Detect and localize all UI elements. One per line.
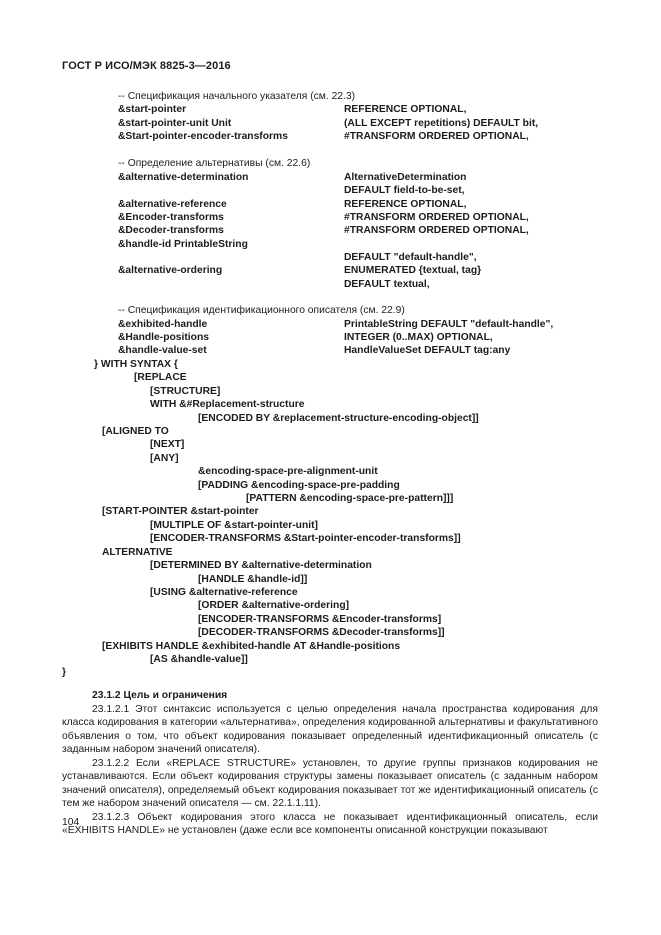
field-alt-ordering: &alternative-ordering	[118, 265, 223, 276]
type-alt-reference: REFERENCE OPTIONAL,	[344, 199, 467, 210]
with-syntax: } WITH SYNTAX {	[94, 359, 178, 370]
field-encoder-transforms: &Encoder-transforms	[118, 212, 224, 223]
field-start-pointer: &start-pointer	[118, 104, 187, 115]
syntax-aligned-to: [ALIGNED TO	[102, 426, 169, 437]
type-alt-ordering: ENUMERATED {textual, tag}	[344, 265, 482, 276]
syntax-replace: [REPLACE	[134, 372, 187, 383]
paragraph-23-1-2-2: 23.1.2.2 Если «REPLACE STRUCTURE» установлен, то другие группы признаков кодирования не устанавливаются. Если объект кодирования структуры замены показывает описатель (с заданным набором значений описателя), определяемый объект кодирования показывает тот же идентификационный описатель (с тем же набором значений описателя — см. 22.1.1.11).	[62, 757, 598, 809]
default-handle-id: DEFAULT "default-handle",	[344, 252, 477, 263]
field-start-pointer-encoder: &Start-pointer-encoder-transforms	[118, 131, 288, 142]
syntax-padding: [PADDING &encoding-space-pre-padding	[198, 480, 400, 491]
section-text	[62, 689, 598, 838]
syntax-encoder-transforms: [ENCODER-TRANSFORMS &Start-pointer-encoder-transforms]]	[150, 533, 461, 544]
syntax-order: [ORDER &alternative-ordering]	[198, 600, 350, 611]
type-handle-positions: INTEGER (0..MAX) OPTIONAL,	[344, 332, 493, 343]
type-exhibited-handle: PrintableString DEFAULT "default-handle",	[344, 319, 554, 330]
syntax-handle: [HANDLE &handle-id]]	[198, 574, 308, 585]
syntax-structure: [STRUCTURE]	[150, 386, 221, 397]
type-start-pointer-encoder: #TRANSFORM ORDERED OPTIONAL,	[344, 131, 529, 142]
syntax-start-pointer: [START-POINTER &start-pointer	[102, 506, 259, 517]
section-heading: 23.1.2 Цель и ограничения	[92, 690, 228, 701]
default-alt-ordering: DEFAULT textual,	[344, 279, 430, 290]
syntax-pre-alignment-unit: &encoding-space-pre-alignment-unit	[198, 466, 378, 477]
type-encoder-transforms: #TRANSFORM ORDERED OPTIONAL,	[344, 212, 529, 223]
type-start-pointer: REFERENCE OPTIONAL,	[344, 104, 467, 115]
syntax-as-handle-value: [AS &handle-value]]	[150, 654, 248, 665]
field-handle-value-set: &handle-value-set	[118, 345, 207, 356]
comment-alternative: -- Определение альтернативы (см. 22.6)	[118, 158, 311, 169]
syntax-encoded-by: [ENCODED BY &replacement-structure-encoding-object]]	[198, 413, 479, 424]
type-start-pointer-unit: (ALL EXCEPT repetitions) DEFAULT bit,	[344, 118, 539, 129]
paragraph-23-1-2-3: 23.1.2.3 Объект кодирования этого класса не показывает идентификационный описатель, если «EXHIBITS HANDLE» не установлен (даже если все компоненты описанной конструкции показывают	[62, 811, 598, 836]
page-number: 104	[62, 817, 80, 828]
syntax-alternative: ALTERNATIVE	[102, 547, 173, 558]
field-exhibited-handle: &exhibited-handle	[118, 319, 208, 330]
syntax-enc-transforms: [ENCODER-TRANSFORMS &Encoder-transforms]	[198, 614, 442, 625]
paragraph-23-1-2-1: 23.1.2.1 Этот синтаксис используется с целью определения начала пространства кодирования для класса кодирования в категории «альтернатива», определения кодированной альтернативы и факультативного объявления о том, что объект кодирования показывает определенный идентификационный описатель (с заданным набором значений описателя).	[62, 703, 598, 755]
syntax-with-replacement: WITH &#Replacement-structure	[150, 399, 305, 410]
syntax-dec-transforms: [DECODER-TRANSFORMS &Decoder-transforms]]	[198, 627, 445, 638]
syntax-any: [ANY]	[150, 453, 179, 464]
field-alt-reference: &alternative-reference	[118, 199, 227, 210]
syntax-exhibits-handle: [EXHIBITS HANDLE &exhibited-handle AT &Handle-positions	[102, 641, 401, 652]
page-header: ГОСТ Р ИСО/МЭК 8825-3—2016	[62, 60, 231, 72]
type-decoder-transforms: #TRANSFORM ORDERED OPTIONAL,	[344, 225, 529, 236]
type-alt-determination: AlternativeDetermination	[344, 172, 467, 183]
comment-handle: -- Спецификация идентификационного описателя (см. 22.9)	[118, 305, 405, 316]
syntax-multiple-of: [MULTIPLE OF &start-pointer-unit]	[150, 520, 318, 531]
field-handle-positions: &Handle-positions	[118, 332, 209, 343]
syntax-close-brace: }	[62, 667, 67, 678]
field-handle-id: &handle-id PrintableString	[118, 239, 248, 250]
comment-start-pointer: -- Спецификация начального указателя (см. 22.3)	[118, 91, 356, 102]
syntax-determined-by: [DETERMINED BY &alternative-determination	[150, 560, 372, 571]
default-alt-determination: DEFAULT field-to-be-set,	[344, 185, 465, 196]
field-decoder-transforms: &Decoder-transforms	[118, 225, 224, 236]
syntax-next: [NEXT]	[150, 439, 185, 450]
syntax-using: [USING &alternative-reference	[150, 587, 298, 598]
type-handle-value-set: HandleValueSet DEFAULT tag:any	[344, 345, 511, 356]
field-start-pointer-unit: &start-pointer-unit Unit	[118, 118, 232, 129]
field-alt-determination: &alternative-determination	[118, 172, 249, 183]
syntax-pattern: [PATTERN &encoding-space-pre-pattern]]]	[246, 493, 454, 504]
